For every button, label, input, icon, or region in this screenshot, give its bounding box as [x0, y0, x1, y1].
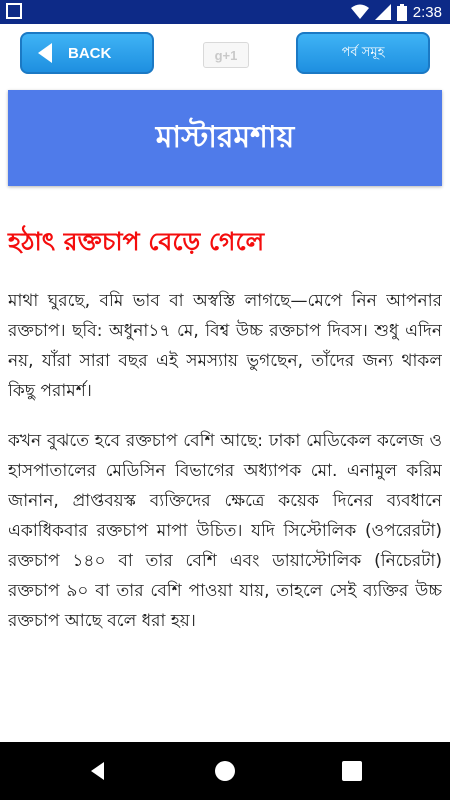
signal-icon: [375, 4, 391, 20]
series-list-button[interactable]: পর্ব সমূহ: [296, 32, 430, 74]
back-button[interactable]: [20, 32, 154, 74]
back-arrow-icon: [38, 43, 52, 63]
back-button-label: BACK: [68, 44, 112, 62]
article-title: হঠাৎ রক্তচাপ বেড়ে গেলে: [8, 227, 265, 256]
status-bar: [0, 0, 450, 24]
paragraph: কখন বুঝতে হবে রক্তচাপ বেশি আছে: ঢাকা মেডিকেল কলেজ ও হাসপাতালের মেডিসিন বিভাগের অধ্যাপক মো. এনামুল করিম জানান, প্রাপ্তবয়স্ক ব্যক্তিদের ক্ষেত্রে কয়েক দিনের ব্যবধানে একাধিকবার রক্তচাপ মাপা উচিত। যদি সিস্টোলিক (ওপরেরটা) রক্তচাপ ১৪০ বা তার বেশি এবং ডায়াস্টোলিক (নিচেরটা) রক্তচাপ ৯০ বা তার বেশি পাওয়া যায়, তাহলে সেই ব্যক্তির উচ্চ রক্তচাপ আছে বলে ধরা হয়।: [8, 431, 442, 631]
notification-icon: [6, 3, 22, 19]
battery-icon: [397, 4, 407, 21]
nav-back-icon[interactable]: [86, 759, 110, 783]
article-content[interactable]: [8, 286, 442, 742]
clock: 2:38: [412, 3, 442, 21]
header-banner: [8, 90, 442, 186]
banner-title: মাস্টারমশায়: [155, 119, 295, 155]
paragraph: মাথা ঘুরছে, বমি ভাব বা অস্বস্তি লাগছে—মেপে নিন আপনার রক্তচাপ। ছবি: অধুনা১৭ মে, বিশ্ব উচ্চ রক্তচাপ দিবস। শুধু এদিন নয়, যাঁরা সারা বছর এই সমস্যায় ভুগছেন, তাঁদের জন্য থাকল কিছু পরামর্শ।: [8, 291, 442, 401]
nav-home-icon[interactable]: [213, 759, 237, 783]
wifi-icon: [351, 4, 369, 20]
google-plus-one-button[interactable]: g+1: [203, 42, 249, 68]
navigation-bar: [0, 742, 450, 800]
nav-recents-icon[interactable]: [341, 760, 363, 782]
